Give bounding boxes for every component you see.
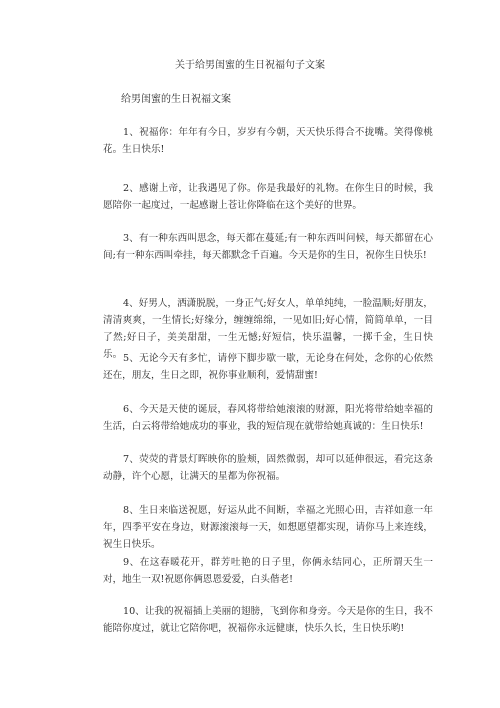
paragraph-1: 1、祝福你：年年有今日，岁岁有今朝，天天快乐得合不拢嘴。笑得像桃花。生日快乐!: [103, 127, 433, 155]
paragraph-10: 10、让我的祝福插上美丽的翅膀，飞到你和身旁。今天是你的生日，我不能陪你度过，就让它陪你吧，祝福你永远健康，快乐久长，生日快乐哟!: [103, 606, 433, 634]
paragraph-6: 6、今天是天使的诞辰，春风将带给她滚滚的财源，阳光将带给她幸福的生活，白云将带给她成功的事业，我的短信现在就带给她真诚的：生日快乐!: [103, 404, 433, 432]
paragraph-9: 9、在这春暖花开，群芳吐艳的日子里，你俩永结同心，正所谓天生一对，地生一双!祝愿你俩恩恩爱爱，白头偕老!: [103, 557, 433, 585]
paragraph-3: 3、有一种东西叫思念，每天都在蔓延;有一种东西叫问候，每天都留在心间;有一种东西叫牵挂，每天都默念千百遍。今天是你的生日，祝你生日快乐!: [103, 233, 433, 261]
paragraph-7: 7、荧荧的背景灯晖映你的脸颊，固然微弱，却可以延伸很远，看完这条动静，许个心愿，让满天的星都为你祝福。: [103, 454, 433, 482]
paragraph-2: 2、感谢上帝，让我遇见了你。你是我最好的礼物。在你生日的时候，我愿陪你一起度过，一起感谢上苍让你降临在这个美好的世界。: [103, 183, 433, 211]
document-subtitle: 给男闺蜜的生日祝福文案: [121, 94, 231, 105]
paragraph-8: 8、生日来临送祝愿，好运从此不间断，幸福之光照心田，吉祥如意一年年，四季平安在身边，财源滚滚每一天，如想愿望都实现，请你马上来连线，祝生日快乐。: [103, 505, 433, 550]
paragraph-4: 4、好男人，洒潇脱脱，一身正气;好女人，单单纯纯，一脸温顺;好朋友，清清爽爽，一生情长;好缘分，缠缠绵绵，一见如旧;好心情，简简单单，一目了然;好日子，美美甜甜，一生无憾;好短信，快乐温馨，一掷千金，生日快乐。: [103, 298, 433, 360]
document-title: 关于给男闺蜜的生日祝福句子文案: [175, 60, 325, 71]
paragraph-5: 5、无论今天有多忙，请停下脚步歇一歇，无论身在何处，念你的心依然还在，朋友，生日之即，祝你事业顺利，爱情甜蜜!: [103, 353, 433, 381]
